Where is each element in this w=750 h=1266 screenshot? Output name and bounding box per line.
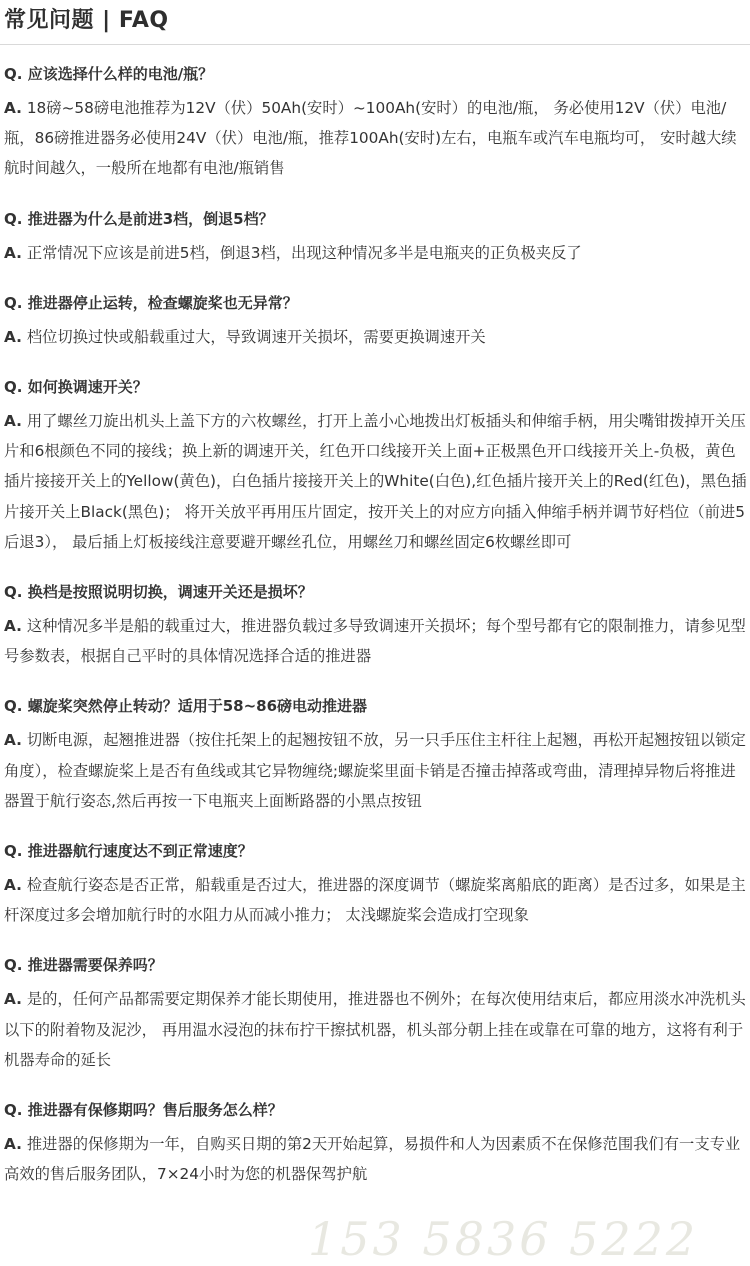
question-prefix: Q. — [4, 583, 23, 602]
faq-item — [4, 204, 750, 268]
answer-prefix: A. — [4, 327, 22, 346]
faq-answer — [4, 238, 748, 268]
question-text: 螺旋桨突然停止转动？适用于58~86磅电动推进器 — [27, 697, 368, 716]
faq-answer — [4, 322, 748, 352]
faq-answer — [4, 1129, 748, 1189]
faq-item — [4, 577, 750, 671]
faq-question — [4, 577, 750, 607]
question-text: 推进器停止运转，检查螺旋桨也无异常？ — [27, 293, 298, 312]
phone-watermark: 153 5836 5222 — [308, 1212, 699, 1266]
faq-answer — [4, 93, 748, 184]
faq-question — [4, 950, 750, 980]
question-text: 推进器需要保养吗？ — [27, 956, 163, 975]
answer-text: 正常情况下应该是前进5档，倒退3档，出现这种情况多半是电瓶夹的正负极夹反了 — [26, 243, 582, 262]
question-text: 应该选择什么样的电池/瓶？ — [27, 65, 214, 83]
faq-question — [4, 372, 750, 402]
faq-item — [4, 691, 750, 816]
answer-prefix: A. — [4, 731, 22, 750]
faq-item — [4, 372, 750, 557]
answer-prefix: A. — [4, 990, 22, 1009]
answer-prefix: A. — [4, 243, 22, 262]
faq-item — [4, 288, 750, 352]
faq-item — [4, 950, 750, 1075]
answer-text: 这种情况多半是船的载重过大，推进器负载过多导致调速开关损坏；每个型号都有它的限制推力，请参见型号参数表，根据自己平时的具体情况选择合适的推进器 — [4, 617, 746, 666]
faq-answer — [4, 984, 748, 1075]
answer-text: 档位切换过快或船载重过大，导致调速开关损坏，需要更换调速开关 — [26, 327, 486, 346]
page-title: 常见问题 | FAQ — [4, 8, 169, 33]
question-prefix: Q. — [4, 209, 23, 228]
answer-text: 是的，任何产品都需要定期保养才能长期使用，推进器也不例外；在每次使用结束后，都应用淡水冲洗机头以下的附着物及泥沙， 再用温水浸泡的抹布拧干擦拭机器，机头部分朝上挂在或靠在可靠的地方，这将有利于机器寿命的延长 — [4, 990, 746, 1069]
faq-answer — [4, 870, 748, 930]
faq-item — [4, 836, 750, 930]
answer-text: 用了螺丝刀旋出机头上盖下方的六枚螺丝，打开上盖小心地拨出灯板插头和伸缩手柄，用尖嘴钳拨掉开关压片和6根颜色不同的接线；换上新的调速开关，红色开口线接开关上面+正极黑色开口线接开关上-负极，黄色插片接接开关上的Yellow(黄色)，白色插片接接开关上的White(白色),红色插片接开关上的Red(红色)，黑色插片接开关上Black(黑色)； 将开关放平再用压片固定，按开关上的对应方向插入伸缩手柄并调节好档位（前进5 后退3）， 最后插上灯板接线注意要避开螺丝孔位，用螺丝刀和螺丝固定6枚螺丝即可 — [4, 412, 747, 551]
answer-text: 检查航行姿态是否正常，船载重是否过大，推进器的深度调节（螺旋桨离船底的距离）是否过多，如果是主杆深度过多会增加航行时的水阻力从而减小推力； 太浅螺旋桨会造成打空现象 — [4, 876, 746, 925]
faq-answer — [4, 406, 748, 557]
question-prefix: Q. — [4, 378, 23, 397]
answer-text: 18磅~58磅电池推荐为12V（伏）50Ah(安时）~100Ah(安时）的电池/瓶， 务必使用12V（伏）电池/瓶，86磅推进器务必使用24V（伏）电池/瓶，推荐100Ah(安时)左右，电瓶车或汽车电瓶均可， 安时越大续航时间越久，一般所在地都有电池/瓶销售 — [4, 99, 737, 178]
question-text: 换档是按照说明切换，调速开关还是损坏？ — [27, 583, 313, 602]
faq-answer — [4, 611, 748, 671]
answer-prefix: A. — [4, 99, 22, 117]
faq-answer — [4, 725, 748, 816]
question-text: 推进器航行速度达不到正常速度？ — [27, 842, 253, 861]
faq-question — [4, 288, 750, 318]
question-prefix: Q. — [4, 65, 23, 83]
question-prefix: Q. — [4, 293, 23, 312]
faq-item — [4, 1095, 750, 1189]
faq-question — [4, 59, 750, 89]
question-prefix: Q. — [4, 956, 23, 975]
faq-question — [4, 836, 750, 866]
answer-prefix: A. — [4, 617, 22, 636]
question-prefix: Q. — [4, 1101, 23, 1120]
page-header — [0, 0, 750, 45]
answer-text: 切断电源，起翘推进器（按住托架上的起翘按钮不放，另一只手压住主杆往上起翘，再松开起翘按钮以锁定角度），检查螺旋桨上是否有鱼线或其它异物缠绕;螺旋桨里面卡销是否撞击掉落或弯曲，清理掉异物后将推进器置于航行姿态,然后再按一下电瓶夹上面断路器的小黑点按钮 — [4, 731, 746, 810]
question-prefix: Q. — [4, 842, 23, 861]
faq-item — [4, 59, 750, 184]
question-text: 推进器有保修期吗？售后服务怎么样？ — [27, 1101, 283, 1120]
faq-question — [4, 1095, 750, 1125]
question-text: 推进器为什么是前进3档，倒退5档？ — [27, 209, 274, 228]
answer-prefix: A. — [4, 412, 22, 431]
question-text: 如何换调速开关？ — [27, 378, 148, 397]
answer-text: 推进器的保修期为一年，自购买日期的第2天开始起算，易损件和人为因素质不在保修范围我们有一支专业高效的售后服务团队，7×24小时为您的机器保驾护航 — [4, 1135, 741, 1184]
faq-list — [0, 59, 750, 1189]
faq-question — [4, 204, 750, 234]
faq-question — [4, 691, 750, 721]
answer-prefix: A. — [4, 876, 22, 895]
answer-prefix: A. — [4, 1135, 22, 1154]
question-prefix: Q. — [4, 697, 23, 716]
